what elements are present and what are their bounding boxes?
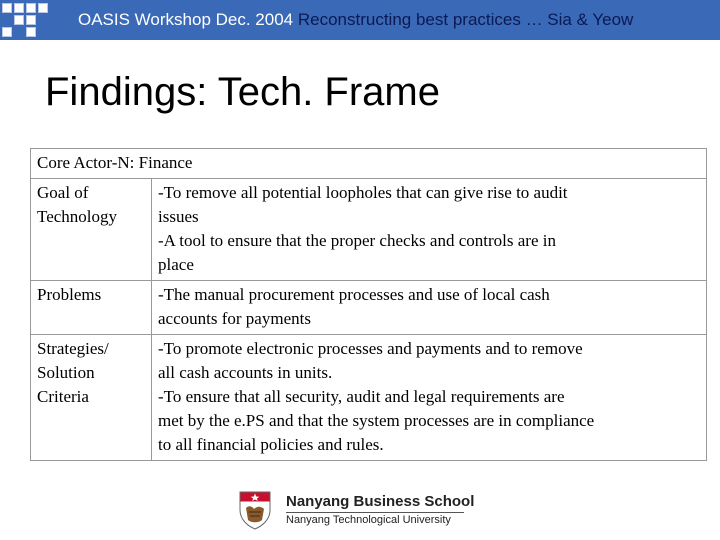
content-line: place — [158, 255, 194, 274]
row-content — [152, 335, 707, 461]
decorative-squares — [0, 0, 60, 40]
logo-divider — [286, 512, 464, 513]
school-logo — [238, 490, 488, 532]
content-line: -The manual procurement processes and use of local cash — [158, 285, 550, 304]
square-icon — [38, 3, 48, 13]
label-line: Technology — [37, 207, 118, 226]
content-line: accounts for payments — [158, 309, 311, 328]
content-line: issues — [158, 207, 199, 226]
table-row — [31, 281, 707, 335]
content-line: all cash accounts in units. — [158, 363, 333, 382]
table-header: Core Actor-N: Finance — [31, 149, 707, 179]
square-icon — [26, 15, 36, 25]
content-line: -To promote electronic processes and payments and to remove — [158, 339, 583, 358]
findings-table — [30, 148, 707, 461]
table-row — [31, 179, 707, 281]
label-line: Solution — [37, 363, 95, 382]
square-icon — [2, 27, 12, 37]
square-icon — [2, 3, 12, 13]
banner-title — [78, 10, 633, 30]
row-content — [152, 281, 707, 335]
logo-subtitle: Nanyang Technological University — [286, 514, 451, 526]
square-icon — [14, 3, 24, 13]
content-line: -To remove all potential loopholes that can give rise to audit — [158, 183, 568, 202]
square-icon — [14, 15, 24, 25]
header-banner — [0, 0, 720, 40]
content-line: met by the e.PS and that the system processes are in compliance — [158, 411, 595, 430]
content-line: -To ensure that all security, audit and legal requirements are — [158, 387, 565, 406]
label-line: Strategies/ — [37, 339, 109, 358]
row-label — [31, 281, 152, 335]
logo-name: Nanyang Business School — [286, 493, 475, 510]
square-icon — [26, 27, 36, 37]
content-line: to all financial policies and rules. — [158, 435, 384, 454]
label-line: Problems — [37, 285, 102, 304]
slide-title: Findings: Tech. Frame — [45, 70, 440, 114]
table-header-row — [31, 149, 707, 179]
square-icon — [26, 3, 36, 13]
label-line: Goal of — [37, 183, 89, 202]
banner-subtitle: Reconstructing best practices … Sia & Yeow — [297, 10, 634, 29]
label-line: Criteria — [37, 387, 89, 406]
row-label — [31, 179, 152, 281]
row-content — [152, 179, 707, 281]
row-label — [31, 335, 152, 461]
banner-workshop: OASIS Workshop Dec. 2004 — [78, 10, 298, 29]
content-line: -A tool to ensure that the proper checks and controls are in — [158, 231, 556, 250]
table-row — [31, 335, 707, 461]
crest-icon — [238, 490, 272, 530]
